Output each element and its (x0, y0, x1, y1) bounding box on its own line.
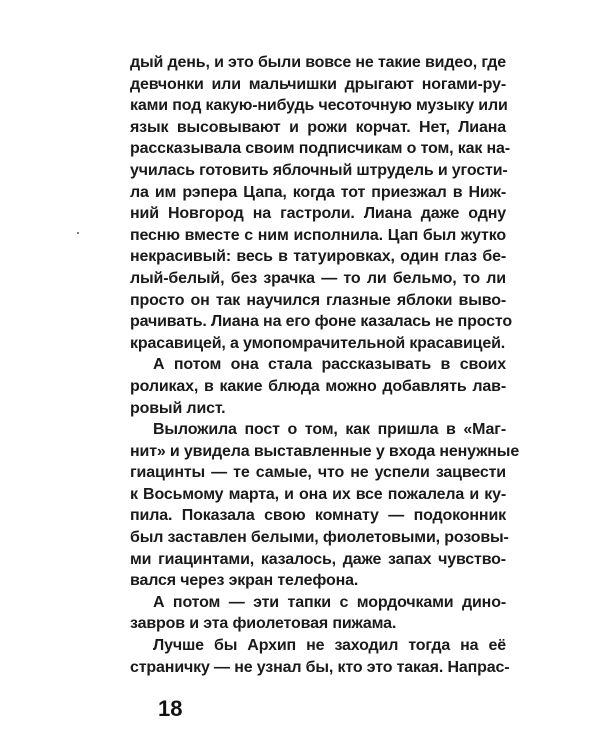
text-line: страничку — не узнал бы, кто это такая. Напрас- (130, 658, 510, 676)
text-line: рассказывала своим подписчикам о том, как на- (130, 140, 510, 158)
scan-speck (77, 232, 79, 234)
paragraph (130, 635, 510, 678)
text-line: нит» и увидела выставленные у входа ненужные (130, 442, 520, 460)
text-line: завров и эта фиолетовая пижама. (130, 615, 397, 633)
paragraph (130, 52, 512, 354)
text-line: к Восьмому марта, и она их все пожалела и ку- (130, 485, 506, 503)
text-line: язык высовывают и рожи корчат. Нет, Лиана (130, 118, 506, 136)
text-line: лый-белый, без зрачка — то ли бельмо, то ли (130, 269, 506, 287)
text-line: ками под какую-нибудь чесоточную музыку или (130, 97, 508, 115)
text-line: А потом она стала рассказывать в своих (153, 356, 506, 374)
paragraph (130, 592, 506, 635)
text-line: был заставлен белыми, фиолетовыми, розовы- (130, 529, 509, 547)
text-line: А потом — эти тапки с мордочками дино- (153, 593, 506, 611)
body-text (130, 52, 520, 678)
text-line: училась готовить яблочный штрудель и угости- (130, 161, 508, 179)
text-line: девчонки или мальчишки дрыгают ногами-ру- (130, 75, 506, 93)
text-line: Лучше бы Архип не заходил тогда на её (153, 637, 506, 655)
text-line: ми гиацинтами, казалось, даже запах чувство- (130, 550, 506, 568)
text-line: дый день, и это были вовсе не такие видео, где (130, 54, 506, 71)
text-line: Выложила пост о том, как пришла в «Маг- (153, 421, 506, 439)
page-number: 18 (158, 696, 183, 721)
text-line: некрасивый: весь в татуировках, один глаз бе- (130, 248, 506, 266)
paragraph (130, 354, 506, 419)
text-line: красавицей, а умопомрачительной красавицей. (130, 334, 506, 352)
text-line: роликах, в какие блюда можно добавлять лав- (130, 377, 506, 395)
text-line: ний Новгород на гастроли. Лиана даже одну (130, 205, 506, 223)
text-line: просто он так научился глазные яблоки выво- (130, 291, 506, 309)
text-line: гиацинты — те самые, что не успели зацвести (130, 464, 506, 482)
text-line: пила. Показала свою комнату — подоконник (130, 507, 506, 525)
text-line: ровый лист. (130, 399, 226, 417)
text-line: песню вместе с ним исполнила. Цап был жутко (130, 226, 506, 244)
text-line: ла им рэпера Цапа, когда тот приезжал в Ниж- (130, 183, 506, 201)
text-line: рачивать. Лиана на его фоне казалась не просто (130, 313, 512, 331)
text-line: вался через экран телефона. (130, 572, 359, 590)
paragraph (130, 419, 520, 592)
